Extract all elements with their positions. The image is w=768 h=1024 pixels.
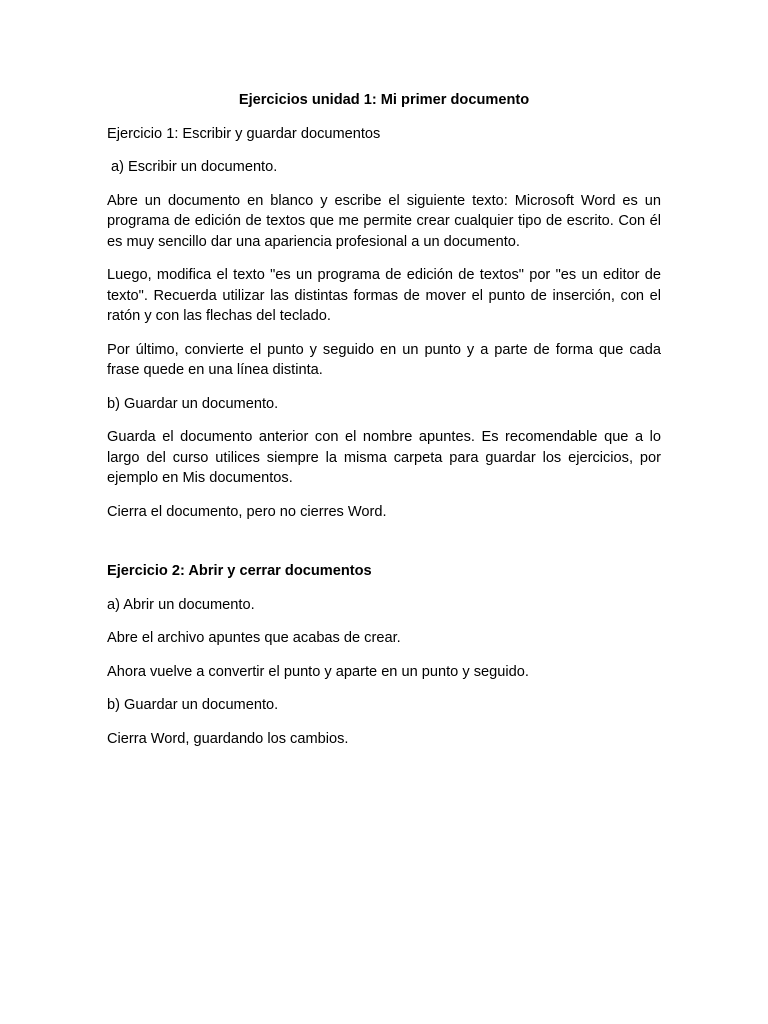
- section-spacer: [107, 535, 661, 561]
- document-title: Ejercicios unidad 1: Mi primer documento: [238, 92, 530, 108]
- exercise1-part-a-paragraph-3: Por último, convierte el punto y seguido en un punto y a parte de forma que cada frase quede en una línea distinta.: [107, 341, 661, 378]
- exercise1-heading: Ejercicio 1: Escribir y guardar documentos: [107, 125, 381, 142]
- exercise2-part-a-label: a) Abrir un documento.: [107, 596, 255, 613]
- exercise1-part-b-paragraph-2: Cierra el documento, pero no cierres Word.: [107, 503, 387, 520]
- document-page: [107, 90, 661, 762]
- exercise1-part-a-label: a) Escribir un documento.: [111, 159, 278, 175]
- exercise2-heading: Ejercicio 2: Abrir y cerrar documentos: [107, 563, 372, 579]
- exercise1-part-b-label: b) Guardar un documento.: [107, 395, 279, 412]
- exercise2-part-a-paragraph-2: Ahora vuelve a convertir el punto y aparte en un punto y seguido.: [107, 663, 529, 680]
- exercise1-part-a-paragraph-2: Luego, modifica el texto "es un programa de edición de textos" por "es un editor de texto". Recuerda utilizar las distintas formas de mover el punto de inserción, con el ratón y con las flechas del teclado.: [107, 267, 661, 324]
- exercise1-part-b-paragraph-1: Guarda el documento anterior con el nombre apuntes. Es recomendable que a lo largo del curso utilices siempre la misma carpeta para guardar los ejercicios, por ejemplo en Mis documentos.: [107, 429, 661, 486]
- exercise2-part-b-label: b) Guardar un documento.: [107, 697, 279, 713]
- exercise2-part-a-paragraph-1: Abre el archivo apuntes que acabas de crear.: [107, 630, 401, 646]
- exercise2-part-b-paragraph-1: Cierra Word, guardando los cambios.: [107, 730, 349, 747]
- exercise1-part-a-paragraph-1: Abre un documento en blanco y escribe el siguiente texto: Microsoft Word es un programa de edición de textos que me permite crear cualquier tipo de escrito. Con él es muy sencillo dar una apariencia profesional a un documento.: [107, 192, 661, 250]
